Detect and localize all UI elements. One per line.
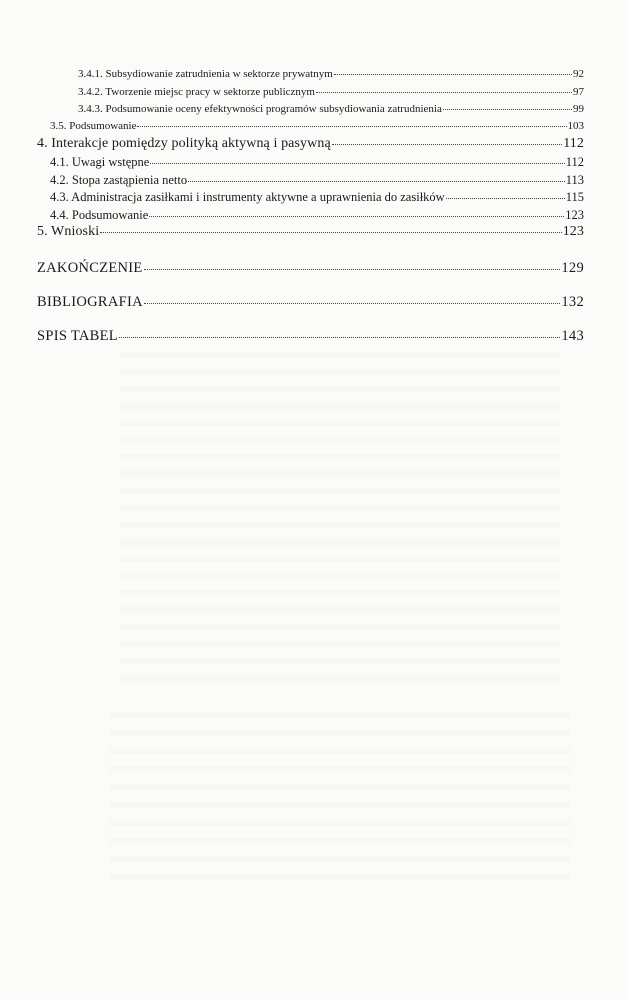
toc-entry-3-4-1 bbox=[78, 68, 584, 80]
toc-entry-label: ZAKOŃCZENIE bbox=[37, 260, 143, 276]
toc-entry-label: 4.2. Stopa zastąpienia netto bbox=[50, 173, 188, 187]
dot-leader bbox=[149, 215, 564, 217]
toc-entry-label: 4.4. Podsumowanie bbox=[50, 208, 149, 222]
toc-entry-4-3 bbox=[50, 190, 584, 205]
toc-entry-page: 132 bbox=[561, 294, 584, 310]
toc-entry-page: 92 bbox=[573, 68, 584, 80]
toc-entry-page: 97 bbox=[573, 86, 584, 98]
toc-entry-page: 112 bbox=[563, 136, 584, 151]
dot-leader bbox=[137, 125, 566, 127]
toc-entry-label: 5. Wnioski bbox=[37, 224, 100, 239]
toc-entry-page: 112 bbox=[565, 155, 584, 169]
dot-leader bbox=[188, 180, 565, 182]
toc-entry-page: 103 bbox=[567, 120, 584, 132]
toc-entry-label: 4.3. Administracja zasiłkami i instrumenty aktywne a uprawnienia do zasiłków bbox=[50, 190, 445, 204]
toc-entry-page: 113 bbox=[565, 173, 584, 187]
dot-leader bbox=[144, 302, 560, 304]
dot-leader bbox=[446, 197, 565, 199]
bleed-through-text bbox=[120, 352, 560, 692]
toc-entry-label: 4.1. Uwagi wstępne bbox=[50, 155, 150, 169]
toc-entry-3-4-3 bbox=[78, 103, 584, 115]
dot-leader bbox=[316, 91, 572, 93]
toc-entry-page: 123 bbox=[562, 224, 584, 239]
toc-entry-4 bbox=[37, 136, 584, 152]
dot-leader bbox=[100, 231, 561, 233]
toc-entry-label: 3.4.2. Tworzenie miejsc pracy w sektorze publicznym bbox=[78, 86, 315, 98]
toc-entry-label: SPIS TABEL bbox=[37, 328, 118, 344]
dot-leader bbox=[119, 336, 560, 338]
toc-entry-3-5 bbox=[50, 120, 584, 132]
dot-leader bbox=[334, 73, 572, 75]
toc-entry-label: BIBLIOGRAFIA bbox=[37, 294, 143, 310]
toc-entry-page: 115 bbox=[565, 190, 584, 204]
toc-entry-4-1 bbox=[50, 155, 584, 170]
toc-entry-page: 143 bbox=[561, 328, 584, 344]
toc-entry-page: 99 bbox=[573, 103, 584, 115]
dot-leader bbox=[150, 162, 564, 164]
toc-entry-label: 4. Interakcje pomiędzy polityką aktywną i pasywną bbox=[37, 136, 331, 151]
dot-leader bbox=[443, 108, 572, 110]
bleed-through-text-lower bbox=[110, 712, 570, 892]
toc-entry-label: 3.5. Podsumowanie bbox=[50, 120, 137, 132]
toc-entry-page: 129 bbox=[561, 260, 584, 276]
dot-leader bbox=[332, 143, 562, 145]
toc-entry-4-4 bbox=[50, 208, 584, 223]
toc-entry-label: 3.4.3. Podsumowanie oceny efektywności programów subsydiowania zatrudnienia bbox=[78, 103, 442, 115]
toc-entry-spis-tabel bbox=[37, 328, 584, 345]
toc-entry-3-4-2 bbox=[78, 86, 584, 98]
toc-entry-5 bbox=[37, 224, 584, 240]
toc-entry-zakonczenie bbox=[37, 260, 584, 277]
dot-leader bbox=[144, 268, 561, 270]
toc-entry-4-2 bbox=[50, 173, 584, 188]
toc-entry-label: 3.4.1. Subsydiowanie zatrudnienia w sektorze prywatnym bbox=[78, 68, 333, 80]
toc-entry-page: 123 bbox=[565, 208, 584, 222]
toc-entry-bibliografia bbox=[37, 294, 584, 311]
